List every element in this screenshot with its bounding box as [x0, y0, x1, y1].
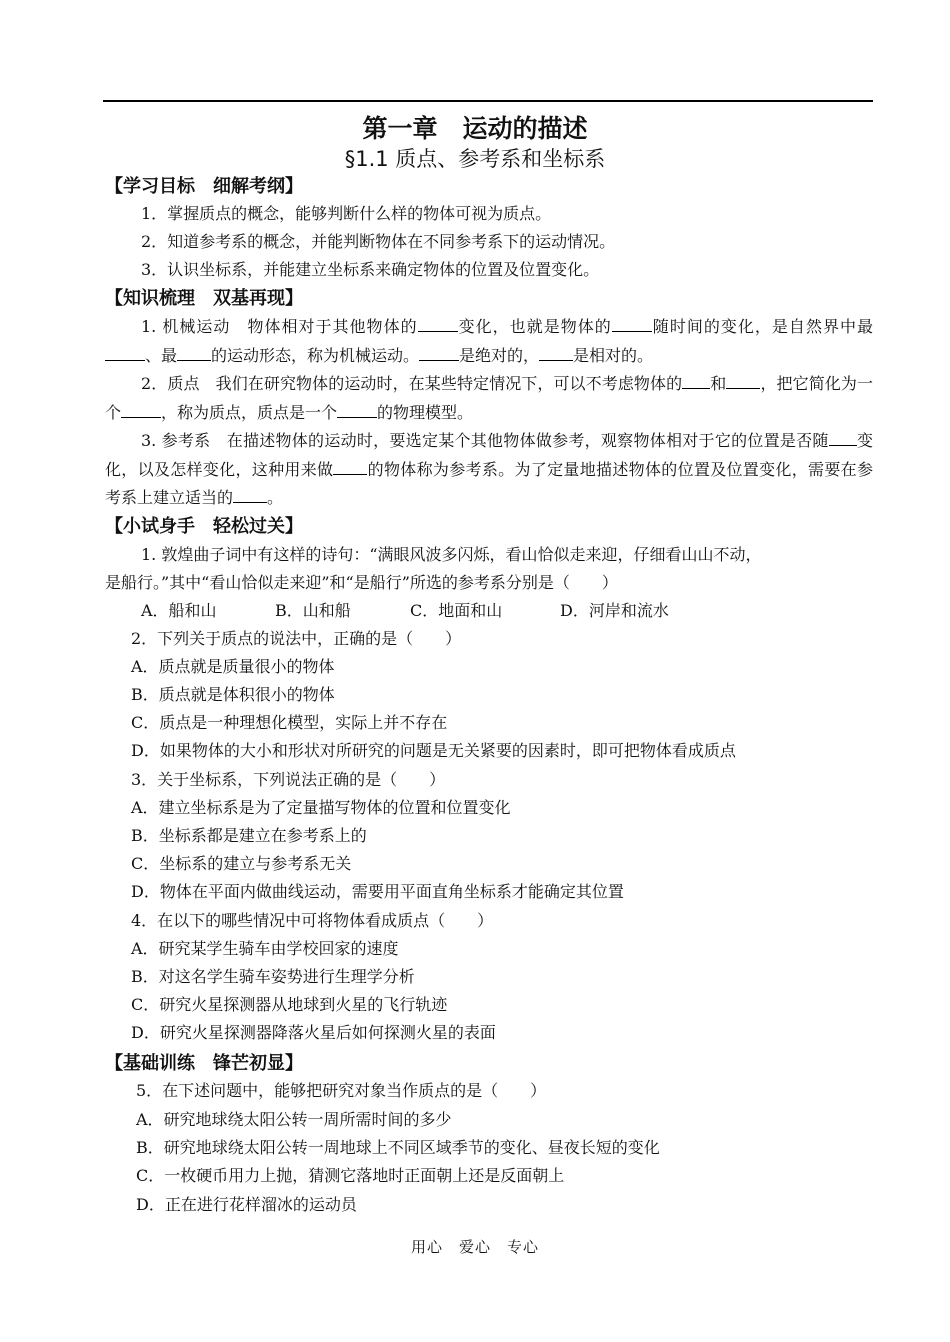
question-1-option-d: D．河岸和流水 — [560, 601, 669, 620]
question-5-option-d: D．正在进行花样溜冰的运动员 — [136, 1195, 357, 1214]
question-1-stem-continued: 是船行。”其中“看山恰似走来迎”和“是船行”所选的参考系分别是（ ） — [105, 573, 618, 592]
question-1-stem: 1. 敦煌曲子词中有这样的诗句：“满眼风波多闪烁，看山恰似走来迎，仔细看山山不动， — [141, 545, 762, 564]
question-2-option-a: A．质点就是质量很小的物体 — [131, 657, 335, 676]
fill-blank[interactable] — [121, 401, 161, 418]
section-heading-quiz: 【小试身手 轻松过关】 — [105, 516, 303, 537]
section-heading-knowledge: 【知识梳理 双基再现】 — [105, 288, 303, 309]
fill-blank[interactable] — [829, 429, 857, 446]
section-heading-objectives: 【学习目标 细解考纲】 — [105, 176, 303, 197]
question-2-stem: 2．下列关于质点的说法中，正确的是（ ） — [131, 629, 462, 648]
question-3-option-a: A．建立坐标系是为了定量描写物体的位置和位置变化 — [131, 798, 511, 817]
fill-blank[interactable] — [233, 486, 267, 503]
fill-blank[interactable] — [419, 344, 459, 361]
section-title: §1.1 质点、参考系和坐标系 — [344, 147, 606, 171]
question-4-option-d: D．研究火星探测器降落火星后如何探测火星的表面 — [131, 1023, 496, 1042]
question-4-stem: 4．在以下的哪些情况中可将物体看成质点（ ） — [131, 911, 494, 930]
question-4-option-c: C．研究火星探测器从地球到火星的飞行轨迹 — [131, 995, 448, 1014]
question-5-stem: 5．在下述问题中，能够把研究对象当作质点的是（ ） — [136, 1081, 547, 1100]
question-4-option-b: B．对这名学生骑车姿势进行生理学分析 — [131, 967, 415, 986]
objective-1: 1．掌握质点的概念，能够判断什么样的物体可视为质点。 — [141, 204, 552, 223]
fill-blank[interactable] — [333, 458, 367, 475]
fill-blank[interactable] — [105, 344, 145, 361]
question-3-option-b: B．坐标系都是建立在参考系上的 — [131, 826, 367, 845]
fill-blank[interactable] — [539, 344, 573, 361]
question-3-stem: 3．关于坐标系，下列说法正确的是（ ） — [131, 770, 446, 789]
question-1-option-a: A．船和山 — [141, 601, 217, 620]
question-5-option-b: B．研究地球绕太阳公转一周地球上不同区域季节的变化、昼夜长短的变化 — [136, 1138, 660, 1157]
knowledge-paragraph-2: 2．质点 我们在研究物体的运动时，在某些特定情况下，可以不考虑物体的 和 ，把它简化为一个 ，称为质点，质点是一个 的物理模型。 — [105, 374, 873, 422]
question-2-option-c: C．质点是一种理想化模型，实际上并不存在 — [131, 713, 448, 732]
fill-blank[interactable] — [612, 315, 652, 332]
chapter-title: 第一章 运动的描述 — [362, 114, 588, 143]
fill-blank[interactable] — [337, 401, 377, 418]
objective-2: 2．知道参考系的概念，并能判断物体在不同参考系下的运动情况。 — [141, 232, 616, 251]
section-heading-training: 【基础训练 锋芒初显】 — [105, 1053, 303, 1074]
question-2-option-b: B．质点就是体积很小的物体 — [131, 685, 335, 704]
fill-blank[interactable] — [418, 315, 458, 332]
question-3-option-d: D．物体在平面内做曲线运动，需要用平面直角坐标系才能确定其位置 — [131, 882, 624, 901]
fill-blank[interactable] — [177, 344, 211, 361]
header-rule — [103, 100, 873, 102]
question-2-option-d: D．如果物体的大小和形状对所研究的问题是无关紧要的因素时，即可把物体看成质点 — [131, 741, 736, 760]
question-4-option-a: A．研究某学生骑车由学校回家的速度 — [131, 939, 399, 958]
question-1-option-c: C．地面和山 — [410, 601, 503, 620]
question-1-option-b: B．山和船 — [275, 601, 351, 620]
fill-blank[interactable] — [682, 372, 710, 389]
objective-3: 3．认识坐标系，并能建立坐标系来确定物体的位置及位置变化。 — [141, 260, 600, 279]
knowledge-paragraph-3: 3. 参考系 在描述物体的运动时，要选定某个其他物体做参考，观察物体相对于它的位置是否随 变化，以及怎样变化，这种用来做 的物体称为参考系。为了定量地描述物体的位置及位置变化，需要在参考系上建立适当的 。 — [105, 431, 873, 507]
question-3-option-c: C．坐标系的建立与参考系无关 — [131, 854, 352, 873]
fill-blank[interactable] — [726, 372, 760, 389]
question-5-option-c: C．一枚硬币用力上抛，猜测它落地时正面朝上还是反面朝上 — [136, 1166, 565, 1185]
page-footer: 用心 爱心 专心 — [410, 1238, 539, 1256]
question-5-option-a: A．研究地球绕太阳公转一周所需时间的多少 — [136, 1110, 452, 1129]
knowledge-paragraph-1: 1. 机械运动 物体相对于其他物体的 变化，也就是物体的 随时间的变化，是自然界中最、最 的运动形态，称为机械运动。 是绝对的， 是相对的。 — [105, 313, 873, 370]
